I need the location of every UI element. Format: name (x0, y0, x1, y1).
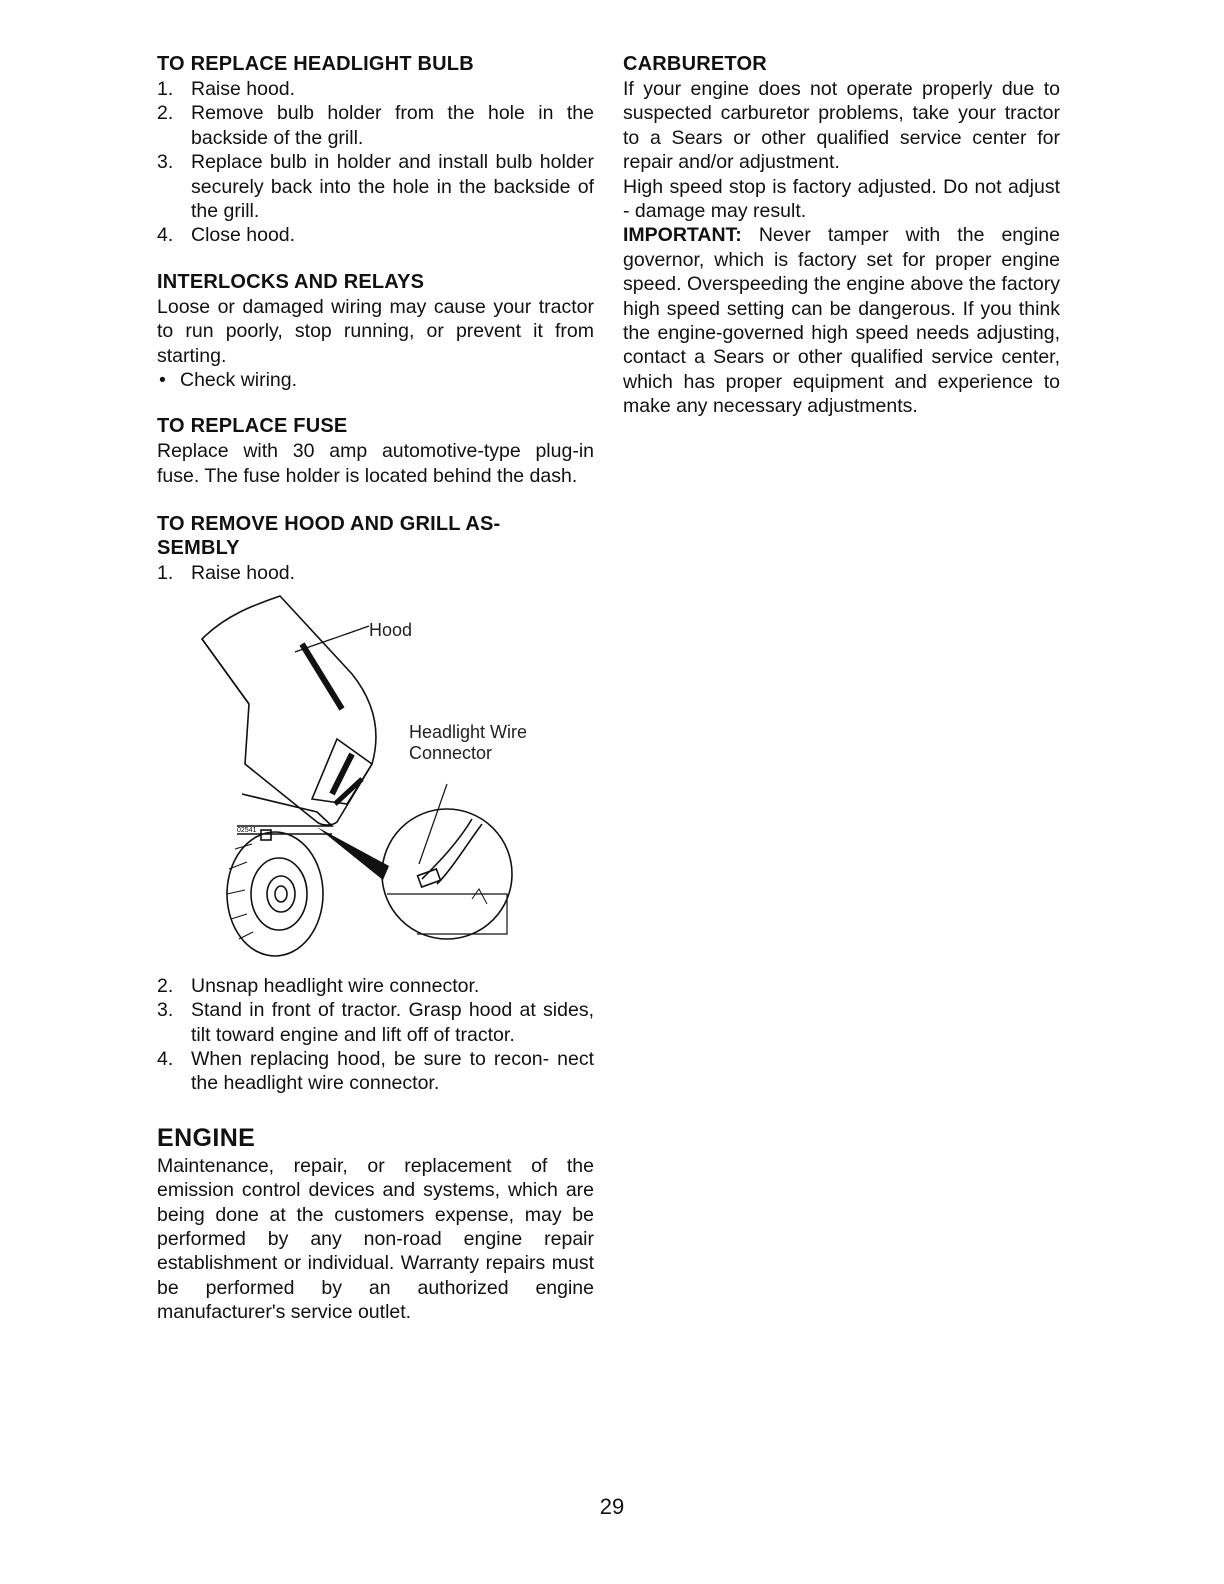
heading-engine: ENGINE (157, 1123, 256, 1152)
carburetor-p1: If your engine does not operate properly due to suspected carburetor problems, take your tractor to a Sears or other qualified service center for repair and/or adjustment. (623, 78, 1060, 174)
step-text: Raise hood. (191, 78, 296, 100)
right-column (623, 52, 1060, 441)
section-replace-headlight (157, 52, 594, 248)
bullet-icon: • (159, 369, 166, 392)
list-item (157, 77, 594, 101)
section-remove-hood (157, 512, 594, 1095)
tractor-hood-illustration (157, 594, 594, 966)
hood-crease (302, 644, 342, 709)
step-number: 3. (157, 999, 174, 1022)
hood-removal-figure (157, 594, 594, 966)
step-number: 4. (157, 224, 174, 247)
bullet-text: Check wiring. (180, 369, 298, 392)
step-number: 3. (157, 151, 174, 174)
heading-remove-hood: TO REMOVE HOOD AND GRILL AS- SEMBLY (157, 513, 501, 560)
label-hood: Hood (369, 619, 413, 640)
list-item (157, 561, 594, 585)
heading-replace-headlight: TO REPLACE HEADLIGHT BULB (157, 53, 474, 75)
hood-steps (157, 974, 594, 1096)
zoom-pointer (317, 827, 389, 880)
interlocks-body: Loose or damaged wiring may cause your tractor to run poorly, stop running, or prevent it from starting. (157, 295, 594, 367)
left-column (157, 52, 594, 1347)
list-item (157, 368, 594, 392)
list-item (157, 150, 594, 223)
step-text: When replacing hood, be sure to recon- nect the headlight wire connector. (191, 1047, 594, 1095)
step-number: 1. (157, 78, 174, 100)
step-number: 2. (157, 102, 174, 125)
list-item (157, 1047, 594, 1096)
section-replace-fuse (157, 414, 594, 488)
important-label: IMPORTANT: (623, 224, 742, 247)
important-text: Never tamper with the engine governor, which is factory set for proper engine speed. Overspeeding the engine above the factory high speed setting can be dangerous. If you think the engine-governed high speed needs adjusting, contact a Sears or other qualified service center, which has proper equipment and experience to make any necessary adjustments. (623, 224, 1060, 418)
step-number: 2. (157, 974, 174, 997)
heading-interlocks: INTERLOCKS AND RELAYS (157, 270, 425, 293)
list-item (157, 101, 594, 150)
headlight-steps (157, 77, 594, 248)
carburetor-important (623, 223, 1060, 418)
step-text: Remove bulb holder from the hole in the backside of the grill. (191, 102, 594, 149)
hood-step-1 (157, 561, 594, 585)
list-item (157, 974, 594, 998)
section-interlocks (157, 270, 594, 393)
step-text: Close hood. (191, 224, 296, 247)
step-text: Unsnap headlight wire connector. (191, 974, 480, 997)
step-number: 4. (157, 1047, 174, 1070)
page-number: 29 (599, 1494, 625, 1519)
label-headlight-wire-connector: Headlight Wire Connector (409, 721, 528, 763)
section-carburetor (623, 52, 1060, 419)
part-code: 02541 (237, 826, 257, 834)
step-text: Replace bulb in holder and install bulb holder securely back into the hole in the backside of the grill. (191, 151, 594, 223)
list-item (157, 998, 594, 1047)
engine-body: Maintenance, repair, or replacement of the emission control devices and systems, which are being done at the customers expense, may be performed by any non-road engine repair establishment or individual. Warranty repairs must be performed by an authorized engine manufacturer's service outlet. (157, 1154, 594, 1324)
step-text: Raise hood. (191, 562, 296, 585)
section-engine (157, 1124, 594, 1325)
heading-replace-fuse: TO REPLACE FUSE (157, 415, 348, 438)
list-item (157, 223, 594, 247)
step-number: 1. (157, 562, 174, 585)
fuse-body: Replace with 30 amp automotive-type plug-in fuse. The fuse holder is located behind the dash. (157, 440, 594, 487)
heading-carburetor: CARBURETOR (623, 53, 767, 75)
step-text: Stand in front of tractor. Grasp hood at sides, tilt toward engine and lift off of tractor. (191, 999, 594, 1046)
carburetor-p2: High speed stop is factory adjusted. Do not adjust - damage may result. (623, 175, 1060, 223)
zoom-circle (382, 809, 512, 939)
